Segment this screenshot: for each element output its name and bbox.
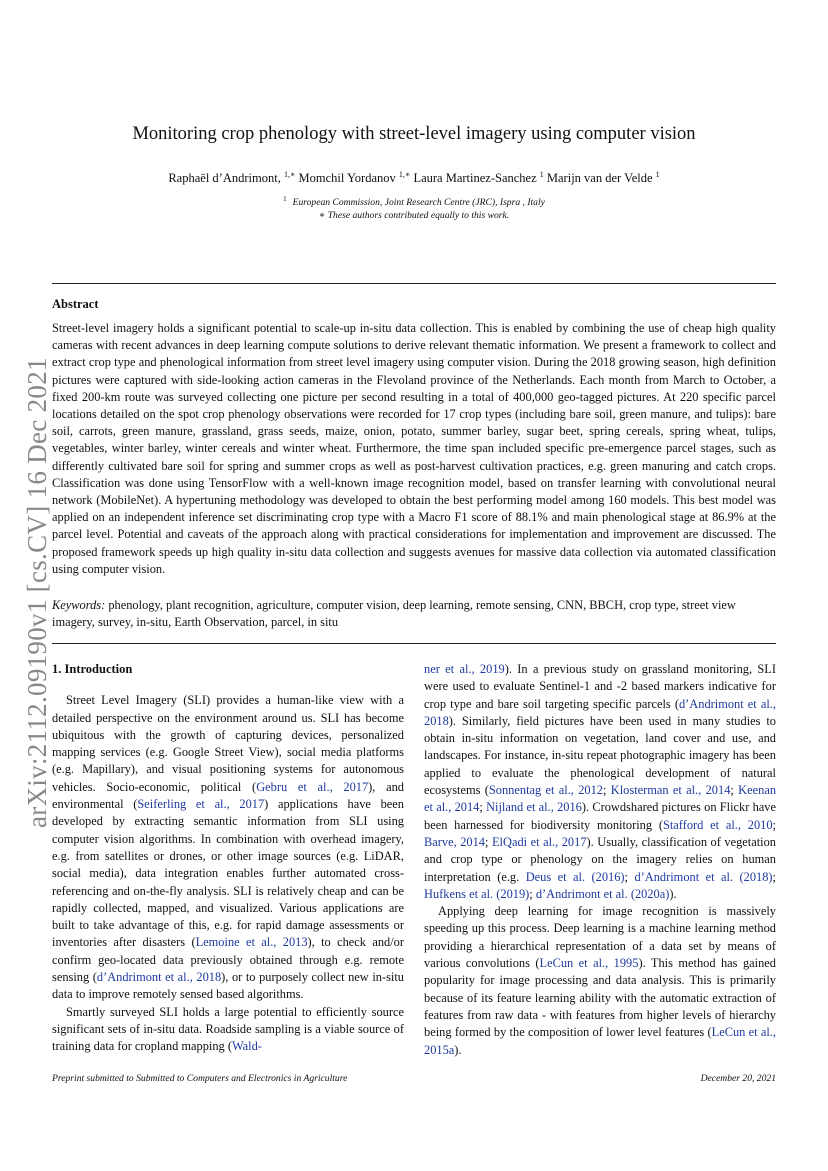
author-list <box>0 170 828 186</box>
body-text: ). <box>454 1042 462 1057</box>
citation-link[interactable]: Gebru et al., 2017 <box>256 779 369 794</box>
author-affiliation-marker: 1 <box>539 170 544 179</box>
abstract-text: Street-level imagery holds a significant potential to scale-up in-situ data collection. This is enabled by combining the use of cheap high quality cameras with recent advances in deep learning compute solutions to derive relevant thematic information. We present a framework to collect and extract crop type and phenological information from street level imagery using computer vision. During the 2018 growing season, high definition pictures were captured with side-looking action cameras in the Flevoland province of the Netherlands. Each month from March to October, a fixed 200-km route was surveyed collecting one picture per second resulting in a total of 400,000 geo-tagged pictures. At 220 specific parcel locations detailed on the spot crop phenology observations were recorded for 17 crop types (including bare soil, green manure, and tulips): bare soil, carrots, green manure, grassland, grass seeds, maize, onion, potato, summer barley, sugar beet, spring cereals, spring wheat, tulips, vegetables, winter barley, winter cereals and winter wheat. Furthermore, the time span included specific pre-emergence parcel stages, such as differently cultivated bare soil for spring and summer crops as well as post-harvest cultivation practices, e.g. green manuring and catch crops. Classification was done using TensorFlow with a well-known image recognition model, based on transfer learning with convolutional neural network (MobileNet). A hypertuning methodology was developed to obtain the best performing model among 160 models. This best model was applied on an independent inference set discriminating crop type with a Macro F1 score of 88.1% and main phenological stage at 86.9% at the parcel level. Potential and caveats of the approach along with practical considerations for implementation and improvement are discussed. The proposed framework speeds up high quality in-situ data collection and suggests avenues for massive data collection via automated classification using computer vision. <box>52 321 776 576</box>
body-paragraph <box>52 692 404 1003</box>
body-paragraph <box>52 1004 404 1056</box>
author-name: Laura Martinez-Sanchez <box>413 171 537 186</box>
body-text: Street Level Imagery (SLI) provides a human-like view with a detailed perspective on the environment around us. SLI has become ubiquitous with the growth of capturing devices, personalized mapping services (e.g. Google Street View), social media platforms (e.g. Mapillary), and visual positioning systems for autonomous vehicles. Socio-economic, political ( <box>52 693 404 794</box>
footer-date: December 20, 2021 <box>700 1073 776 1084</box>
author-name: Marijn van der Velde <box>546 171 653 186</box>
citation-link[interactable]: d’Andrimont et al. (2018) <box>634 869 773 884</box>
citation-link[interactable]: ner et al., 2019 <box>424 662 505 676</box>
citation-link[interactable]: Wald- <box>231 1039 262 1054</box>
author-affiliation-marker: 1 <box>655 170 660 179</box>
citation-link[interactable]: Hufkens et al. (2019) <box>424 886 530 901</box>
body-text: ), or to purposely collect new in-situ data to improve remotely sensed based algorithms. <box>52 970 404 1002</box>
keywords <box>52 597 776 631</box>
body-paragraph <box>424 661 776 903</box>
left-paragraphs <box>52 692 404 1055</box>
body-text: ). This method has gained popularity for image processing and data analysis. This is primarily because of its feature learning ability with the automatic extraction of features from raw data - with features from higher levels of hierarchy being formed by the composition of lower level features ( <box>424 956 776 1040</box>
arxiv-stamp: arXiv:2112.09190v1 [cs.CV] 16 Dec 2021 <box>22 357 52 828</box>
keywords-label: Keywords: <box>52 598 106 612</box>
author-name: Momchil Yordanov <box>298 171 396 186</box>
keywords-text: phenology, plant recognition, agriculture, computer vision, deep learning, remote sensing, CNN, BBCH, crop type, street view imagery, survey, in-situ, Earth Observation, parcel, in situ <box>52 598 736 630</box>
citation-link[interactable]: Nijland et al., 2016 <box>486 800 582 815</box>
body-text: ), and environmental ( <box>52 779 405 812</box>
author-name: Raphaël d’Andrimont, <box>168 171 281 186</box>
citation-link[interactable]: Lemoine et al., 2013 <box>195 935 308 950</box>
body-text: ) applications have been developed by extracting semantic information from SLI using computer vision algorithms. In combination with overhead imagery, e.g. from satellites or drones, or other image sources (e.g. LiDAR, social media), data integration enables further automated cross-referencing and on-the-fly analysis. SLI is relatively cheap and can be rapidly collected, mapped, and visualized. Various applications are built to take advantage of this, e.g. for rapid damage assessments or inventories after disasters ( <box>52 797 405 950</box>
body-text: Applying deep learning for image recognition is massively speeding up this process. Deep learning is a machine learning method providing a hierarchical representation of a data set by means of various convolutions ( <box>424 904 776 971</box>
body-text: ; <box>479 800 487 815</box>
affiliations <box>0 193 828 222</box>
body-text: ). Usually, classification of vegetation and crop type or phenology on the imagery relies on human interpretation (e.g. <box>424 834 776 884</box>
footer-submission-note: Preprint submitted to Submitted to Computers and Electronics in Agriculture <box>52 1073 348 1084</box>
author-affiliation-marker: 1,∗ <box>283 170 296 179</box>
body-text: ; <box>772 869 776 884</box>
section-heading: 1. Introduction <box>52 662 133 676</box>
citation-link[interactable]: Keenan et al., 2014 <box>424 783 777 815</box>
body-text: ). <box>669 886 677 901</box>
citation-link[interactable]: Deus et al. (2016) <box>525 869 625 884</box>
author-affiliation-marker: 1,∗ <box>398 170 411 179</box>
body-text: ; <box>772 817 776 832</box>
body-text: Smartly surveyed SLI holds a large potential to efficiently source significant sets of in-situ data. Roadside sampling is a viable source of training data for cropland mapping ( <box>52 1004 404 1054</box>
affiliation-marker: 1 <box>283 195 287 203</box>
body-text: ). Crowdshared pictures on Flickr have been harnessed for biodiversity monitoring ( <box>424 800 776 832</box>
citation-link[interactable]: LeCun et al., 1995 <box>539 956 639 971</box>
body-text: ; <box>529 886 536 901</box>
body-text: ; <box>485 834 492 849</box>
right-paragraphs <box>424 661 776 1059</box>
right-column <box>424 661 776 1059</box>
citation-link[interactable]: Barve, 2014 <box>424 834 485 849</box>
abstract-heading: Abstract <box>52 297 99 311</box>
citation-link[interactable]: LeCun et al., 2015a <box>424 1025 776 1057</box>
body-text: ). Similarly, field pictures have been used in many studies to obtain in-situ information on vegetation, land cover and use, and landscapes. For instance, in-situ repeat photographic imagery has been applied to evaluate the phenological development of natural ecosystems ( <box>424 713 776 798</box>
abstract-divider <box>52 643 776 644</box>
affiliation-line <box>0 193 828 209</box>
affiliation-text: European Commission, Joint Research Centre (JRC), Ispra , Italy <box>292 197 545 209</box>
body-paragraph <box>424 903 776 1059</box>
left-column <box>52 661 404 1056</box>
citation-link[interactable]: Klosterman et al., 2014 <box>610 783 731 798</box>
citation-link[interactable]: Stafford et al., 2010 <box>662 817 773 832</box>
body-text: ; <box>624 869 635 884</box>
citation-link[interactable]: d’Andrimont et al., 2018 <box>96 970 222 985</box>
citation-link[interactable]: d’Andrimont et al., 2018 <box>424 696 777 728</box>
body-text: ; <box>603 783 611 798</box>
citation-link[interactable]: Seiferling et al., 2017 <box>137 797 265 812</box>
equal-contribution-note: ∗ These authors contributed equally to this work. <box>318 210 510 222</box>
body-text: ), to check and/or confirm geo-located data previously obtained through e.g. remote sensing ( <box>52 935 404 985</box>
body-text: ). In a previous study on grassland monitoring, SLI were used to evaluate Sentinel-1 and -2 based markers indicative for crop type and bare soil targeting specific parcels ( <box>424 662 776 711</box>
body-text: ; <box>730 783 739 798</box>
top-divider <box>52 283 776 284</box>
citation-link[interactable]: ElQadi et al., 2017 <box>491 834 587 849</box>
citation-link[interactable]: Sonnentag et al., 2012 <box>488 783 604 798</box>
paper-title: Monitoring crop phenology with street-level imagery using computer vision <box>132 124 696 144</box>
citation-link[interactable]: d’Andrimont et al. (2020a) <box>535 886 670 901</box>
